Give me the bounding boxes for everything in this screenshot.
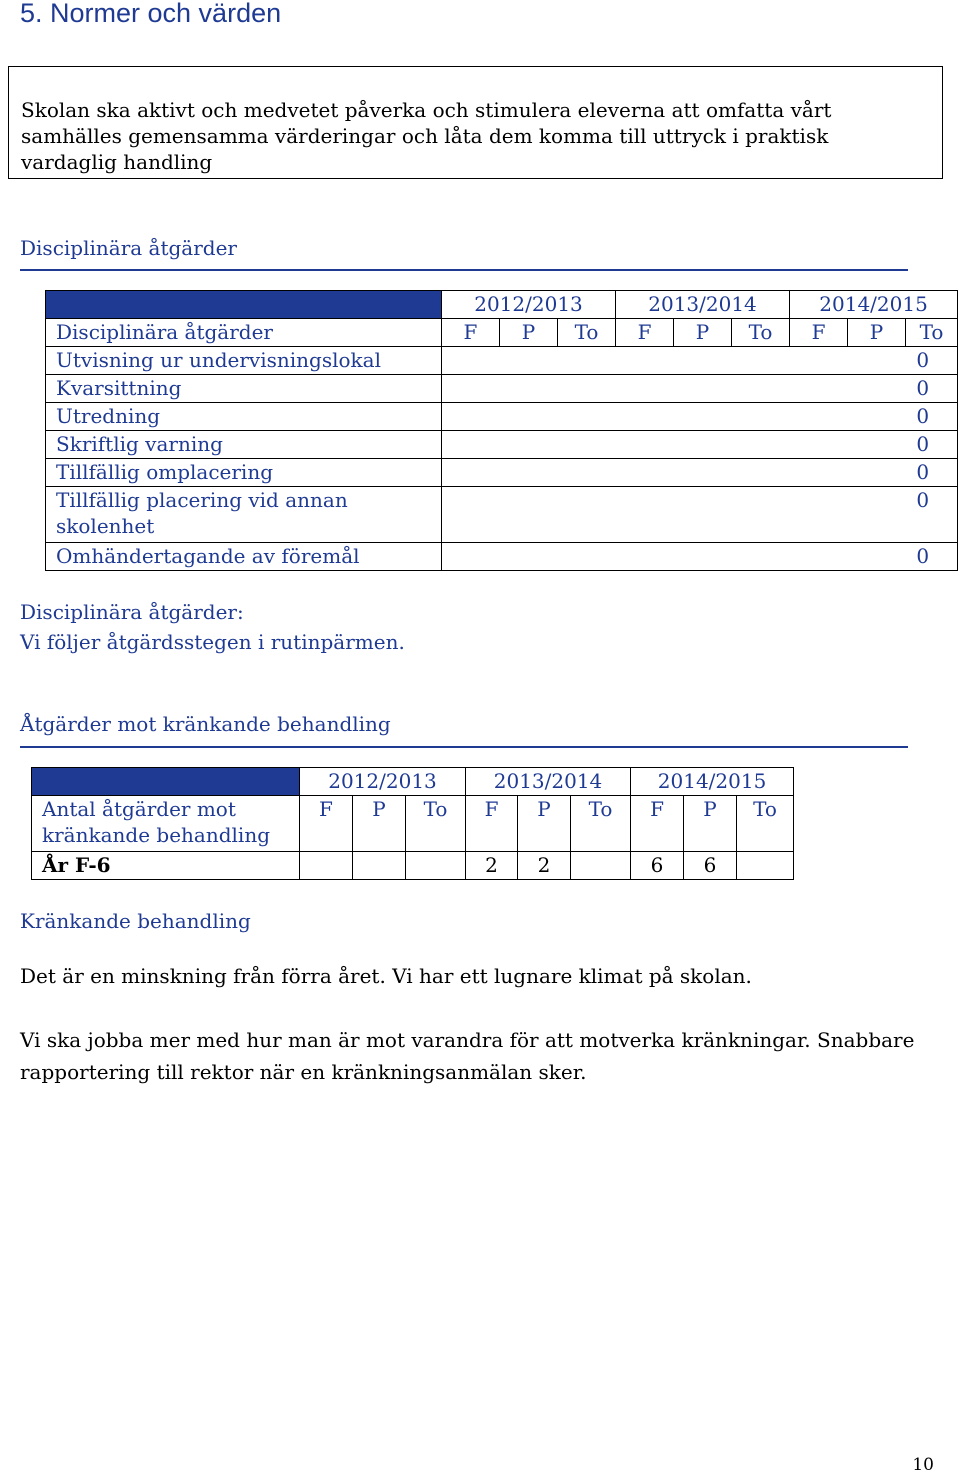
row-value [406,852,466,880]
harassment-paragraph-2-line-2: rapportering till rektor när en kränkningsanmälan sker. [20,1060,587,1084]
row-label: År F-6 [32,852,300,880]
table-row [32,852,794,880]
row-value: 0 [442,375,958,403]
row-value [300,852,353,880]
subcol-header: F [466,796,518,852]
table-row [46,375,958,403]
table-row [46,487,958,543]
table-row [46,403,958,431]
section-title: 5. Normer och värden [20,0,282,28]
harassment-band-row [32,768,794,796]
table-row [46,459,958,487]
year-header: 2013/2014 [466,768,631,796]
page-number: 10 [912,1455,934,1475]
row-label: Tillfällig placering vid annan skolenhet [46,487,442,543]
subcol-header: P [353,796,406,852]
subcol-header: F [442,319,500,347]
disciplinary-heading-rule [20,269,908,271]
subcol-header: F [631,796,684,852]
year-header: 2014/2015 [790,291,958,319]
subcol-header: P [848,319,906,347]
year-header: 2013/2014 [616,291,790,319]
subcol-header: To [906,319,958,347]
row-value [737,852,794,880]
band-cell [32,768,300,796]
row-value: 0 [442,487,958,543]
subcol-header: To [558,319,616,347]
row-label: Kvarsittning [46,375,442,403]
subcol-header: To [571,796,631,852]
row-value: 0 [442,403,958,431]
row-label: Omhändertagande av föremål [46,543,442,571]
disciplinary-note-label: Disciplinära åtgärder: [20,600,244,624]
row-label: Utredning [46,403,442,431]
disciplinary-table [45,290,958,571]
row-header: Disciplinära åtgärder [46,319,442,347]
subcol-header: P [674,319,732,347]
year-header: 2014/2015 [631,768,794,796]
subcol-header: F [300,796,353,852]
row-value: 0 [442,543,958,571]
row-value: 2 [518,852,571,880]
table-row [46,431,958,459]
row-value: 0 [442,347,958,375]
harassment-table [31,767,794,880]
row-value [353,852,406,880]
subcol-header: To [732,319,790,347]
band-cell [46,291,442,319]
row-value: 0 [442,459,958,487]
row-label: Utvisning ur undervisningslokal [46,347,442,375]
harassment-paragraph-1: Det är en minskning från förra året. Vi har ett lugnare klimat på skolan. [20,964,752,988]
subcol-header: P [500,319,558,347]
disciplinary-heading: Disciplinära åtgärder [20,236,237,260]
row-value: 0 [442,431,958,459]
harassment-subheading: Kränkande behandling [20,909,251,933]
subcol-header: To [406,796,466,852]
table-row [46,543,958,571]
disciplinary-subheader-row [46,319,958,347]
row-value: 6 [631,852,684,880]
disciplinary-note-text: Vi följer åtgärdsstegen i rutinpärmen. [20,630,405,654]
row-value [571,852,631,880]
disciplinary-band-row [46,291,958,319]
year-header: 2012/2013 [300,768,466,796]
harassment-subheader-row [32,796,794,852]
intro-text: Skolan ska aktivt och medvetet påverka och stimulera eleverna att omfatta vårt samhälles gemensamma värderingar och låta dem komma till uttryck i praktisk vardaglig handling [21,98,832,174]
subcol-header: To [737,796,794,852]
row-value: 6 [684,852,737,880]
subcol-header: P [518,796,571,852]
harassment-paragraph-2-line-1: Vi ska jobba mer med hur man är mot varandra för att motverka kränkningar. Snabbare [20,1028,915,1052]
subcol-header: P [684,796,737,852]
subcol-header: F [790,319,848,347]
row-value: 2 [466,852,518,880]
row-label: Tillfällig omplacering [46,459,442,487]
row-label: Skriftlig varning [46,431,442,459]
subcol-header: F [616,319,674,347]
year-header: 2012/2013 [442,291,616,319]
table-row [46,347,958,375]
row-header: Antal åtgärder mot kränkande behandling [32,796,300,852]
harassment-heading-rule [20,746,908,748]
intro-box [8,66,943,179]
harassment-heading: Åtgärder mot kränkande behandling [20,712,391,736]
